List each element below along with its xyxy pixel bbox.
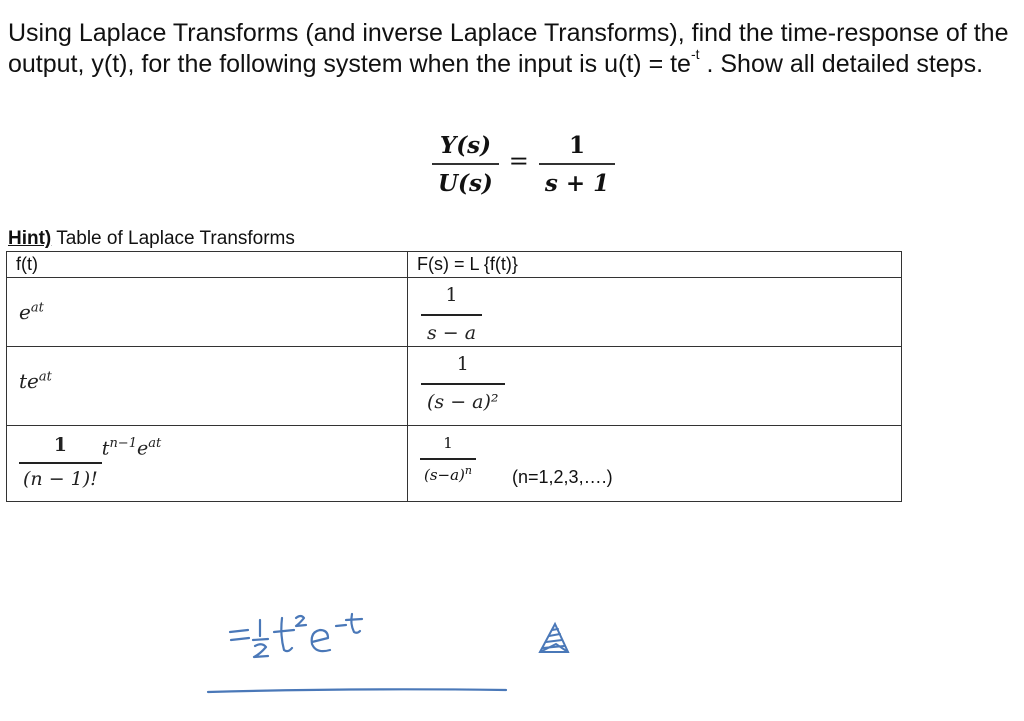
transfer-function [432,132,615,197]
Fs-denominator: (s − a)² [421,383,505,413]
scribble-mark [540,624,568,652]
problem-text-after: . Show all detailed steps. [699,50,984,78]
hint-label: Hint) [8,228,52,249]
ft-denominator: (n − 1)! [19,462,102,490]
table-header-Fs: F(s) = L {f(t)} [408,252,902,278]
ft-sup: at [38,369,52,385]
table-cell-ft [7,347,408,426]
tf-left-numerator: Y(s) [439,132,491,159]
table-cell-ft [7,426,408,502]
tf-left-fraction [432,132,499,197]
table-cell-Fs [408,426,902,502]
problem-statement [8,18,1018,80]
Fs-fraction [421,353,505,413]
problem-superscript: -t [690,46,700,62]
tf-equals: = [508,146,529,175]
handwritten-answer [200,600,590,705]
table-cell-ft [7,278,408,347]
table-row [7,347,902,426]
table-cell-Fs [408,347,902,426]
table-row [7,426,902,502]
table-row [7,278,902,347]
Fs-numerator: 1 [443,434,453,452]
Fs-denominator: s − a [421,314,482,344]
laplace-table [6,251,902,502]
ft-power-term [102,436,161,459]
ft-base: te [19,369,39,393]
Fs-fraction [421,284,482,344]
ft-e-sup: at [148,436,162,452]
table-header-ft: f(t) [7,252,408,278]
Fs-denominator [420,458,476,484]
problem-text-before: Using Laplace Transforms (and inverse Laplace Transforms), find the time-response of the output, y(t), for the following system when the input is u(t) = te [8,19,1009,78]
hint-title: Table of Laplace Transforms [51,228,295,249]
ft-sup: at [30,300,44,316]
tf-right-denominator: s + 1 [539,163,615,197]
tf-right-fraction [539,132,615,197]
handwritten-answer-drawing [200,600,590,700]
table-header-row [7,252,902,278]
ft-fraction [19,434,102,490]
Fs-den-sup: n [464,464,473,477]
ft-t-sup: n−1 [109,436,137,452]
n-range-note: (n=1,2,3,….) [512,466,613,487]
ft-numerator: 1 [53,434,68,456]
Fs-fraction [420,434,476,484]
ft-base: e [19,300,31,324]
Fs-den-base: (s−a) [424,466,465,484]
ft-t: t [101,437,110,460]
hint-caption [8,228,295,250]
tf-right-numerator: 1 [569,132,586,159]
tf-left-denominator: U(s) [432,163,499,197]
table-cell-Fs [408,278,902,347]
Fs-numerator: 1 [456,353,469,375]
ft-e: e [136,437,149,460]
Fs-numerator: 1 [445,284,458,306]
